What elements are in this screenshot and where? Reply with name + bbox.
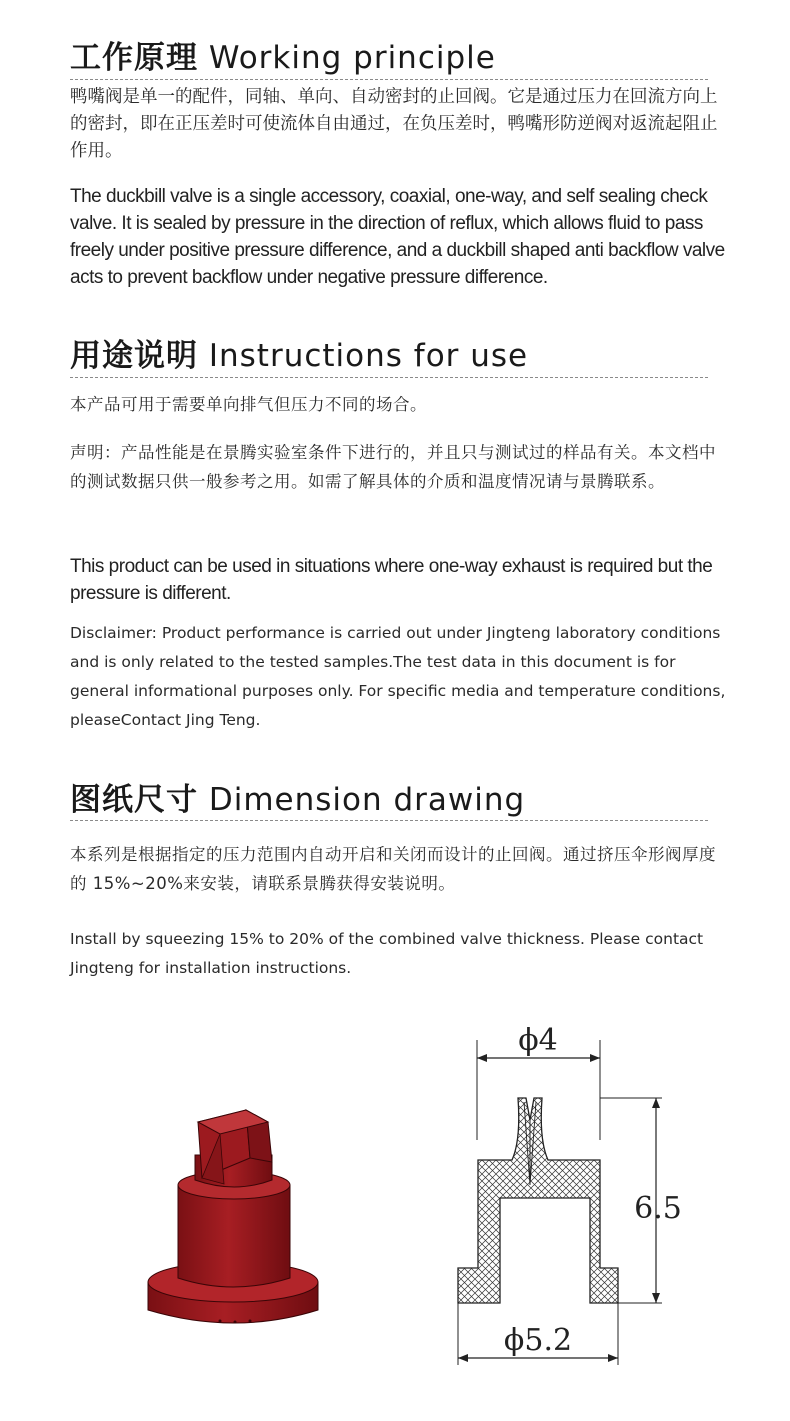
usage-title-cn: 用途说明 (70, 338, 198, 374)
section-divider (70, 79, 708, 80)
dimension-description-en: Install by squeezing 15% to 20% of the combined valve thickness. Please contact Jingteng for installation instructions. (70, 930, 704, 977)
dim-height-label: 6.5 (634, 1191, 682, 1226)
usage-description-cn: 本产品可用于需要单向排气但压力不同的场合。 (70, 395, 427, 414)
valve-cross-section (458, 1098, 618, 1303)
working-title-en: Working principle (208, 40, 496, 76)
dimension-drawing (440, 1020, 700, 1380)
usage-title-en: Instructions for use (208, 338, 529, 374)
section-divider (70, 377, 708, 378)
section-divider (70, 820, 708, 821)
dimension-description-cn: 本系列是根据指定的压力范围内自动开启和关闭而设计的止回阀。通过挤压伞形阀厚度的 15%~20%来安装，请联系景腾获得安装说明。 (70, 845, 716, 893)
working-principle-title (70, 32, 496, 77)
usage-title (70, 330, 528, 375)
dimension-title (70, 774, 525, 819)
disclaimer-cn: 声明：产品性能是在景腾实验室条件下进行的，并且只与测试过的样品有关。本文档中的测试数据只供一般参考之用。如需了解具体的介质和温度情况请与景腾联系。 (70, 443, 716, 491)
working-description-en: The duckbill valve is a single accessory, coaxial, one-way, and self sealing check valve. It is sealed by pressure in the direction of reflux, which allows fluid to pass freely under positive pressure difference, and a duckbill shaped anti backflow valve acts to prevent backflow under negative pressure difference. (70, 186, 725, 288)
dimension-title-cn: 图纸尺寸 (70, 782, 198, 818)
working-description-cn: 鸭嘴阀是单一的配件，同轴、单向、自动密封的止回阀。它是通过压力在回流方向上的密封，即在正压差时可使流体自由通过，在负压差时，鸭嘴形防逆阀对返流起阻止作用。 (70, 87, 718, 161)
duckbill-valve-3d-image (140, 1100, 330, 1360)
usage-description-en: This product can be used in situations where one-way exhaust is required but the pressure is different. (70, 556, 713, 604)
dimension-title-en: Dimension drawing (208, 782, 526, 818)
disclaimer-en: Disclaimer: Product performance is carried out under Jingteng laboratory conditions and is only related to the tested samples.The test data in this document is for general informational purposes only. For specific media and temperature conditions, pleaseContact Jing Teng. (70, 624, 726, 729)
dim-top-label: ϕ4 (518, 1023, 558, 1058)
dim-bottom-label: ϕ5.2 (503, 1323, 573, 1358)
working-title-cn: 工作原理 (70, 40, 198, 76)
